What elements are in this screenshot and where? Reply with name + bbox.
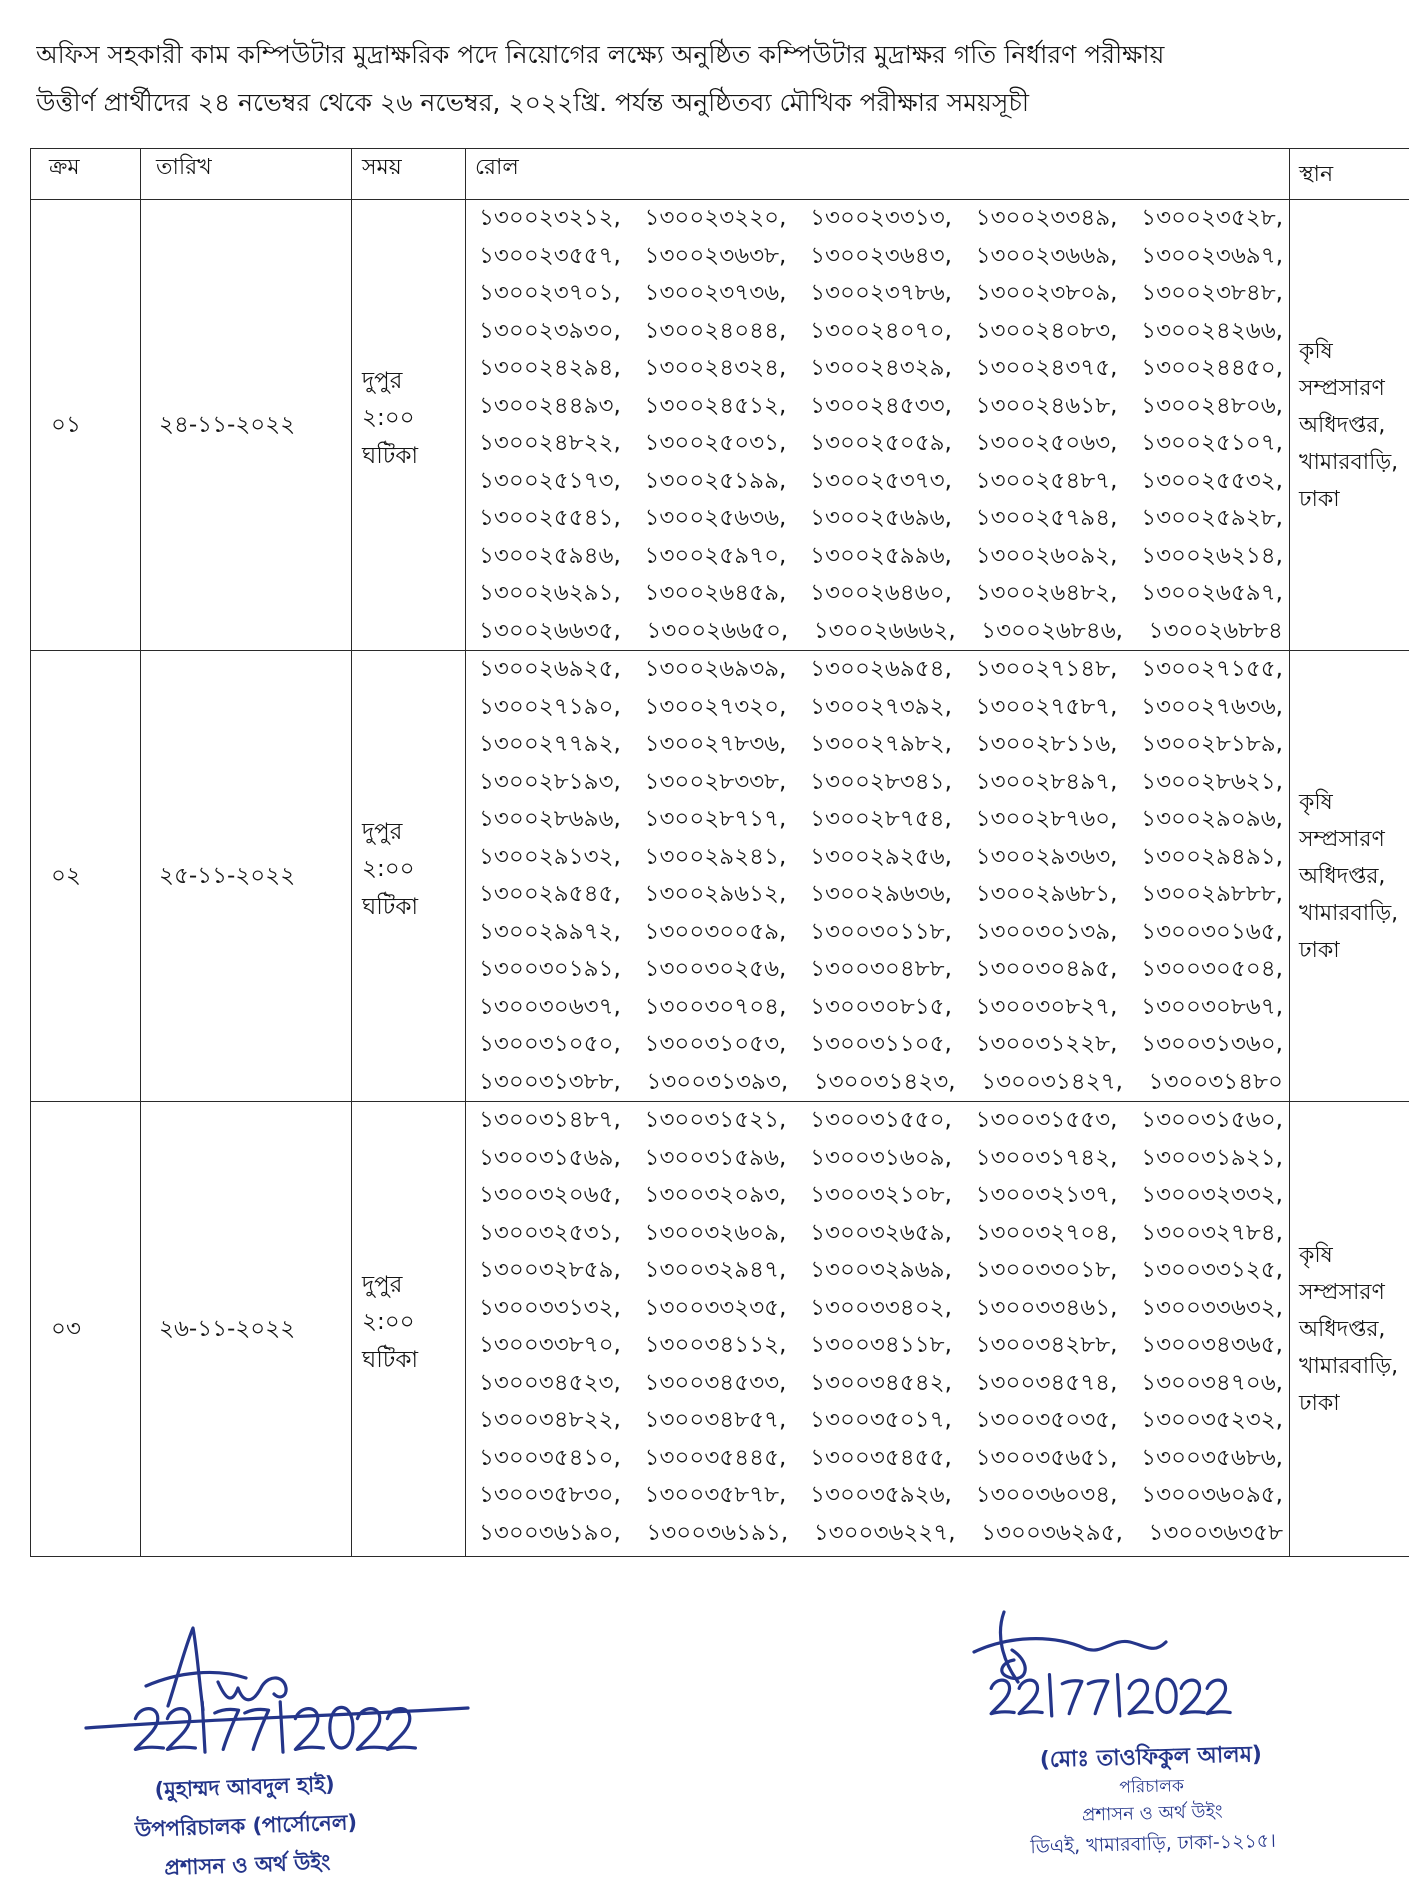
roll-line: ১৩০০৩৩৮৭০, ১৩০০৩৪১১২, ১৩০০৩৪১১৮, ১৩০০৩৪২৮৮, ১৩০০৩৪৩৬৫, (479, 1332, 1283, 1358)
roll-cell (466, 200, 1290, 651)
header-roll: রোল (466, 149, 1290, 200)
roll-line: ১৩০০২৪৪৯৩, ১৩০০২৪৫১২, ১৩০০২৪৫৩৩, ১৩০০২৪৬১৮, ১৩০০২৪৮০৬, (479, 392, 1283, 419)
left-signatory-designation: উপপরিচালক (পার্সোনেল) (134, 1810, 358, 1842)
venue-line: খামারবাড়ি, (1299, 1353, 1399, 1379)
venue-line: ঢাকা (1299, 486, 1340, 512)
header-serial: ক্রম (31, 149, 141, 200)
roll-line: ১৩০০২৯৯৭২, ১৩০০৩০০৫৯, ১৩০০৩০১১৮, ১৩০০৩০১৩৯, ১৩০০৩০১৬৫, (479, 918, 1283, 945)
roll-line: ১৩০০২৩৫৫৭, ১৩০০২৩৬৩৮, ১৩০০২৩৬৪৩, ১৩০০২৩৬৬৯, ১৩০০২৩৬৯৭, (479, 242, 1283, 269)
roll-line: ১৩০০৩১০৫০, ১৩০০৩১০৫৩, ১৩০০৩১১০৫, ১৩০০৩১২২৮, ১৩০০৩১৩৬০, (479, 1031, 1283, 1057)
right-signatory-address: ডিএই, খামারবাড়ি, ঢাকা-১২১৫। (1030, 1829, 1277, 1859)
date-cell: ২৫-১১-২০২২ (141, 651, 352, 1102)
header-date: তারিখ (141, 149, 352, 200)
time-cell (352, 651, 466, 1102)
roll-line: ১৩০০৩৪৮২২, ১৩০০৩৪৮৫৭, ১৩০০৩৫০১৭, ১৩০০৩৫০৩৫, ১৩০০৩৫২৩২, (479, 1407, 1283, 1433)
header-venue: স্থান (1290, 149, 1409, 200)
venue-cell (1290, 1102, 1409, 1557)
right-signatory-designation: পরিচালক (1119, 1776, 1185, 1798)
header-time: সময় (352, 149, 466, 200)
left-signatory-wing: প্রশাসন ও অর্থ উইং (163, 1850, 331, 1880)
left-signature (80, 1598, 480, 1770)
time-line: দুপুর (362, 1271, 403, 1298)
venue-line: অধিদপ্তর, (1299, 863, 1386, 889)
viva-schedule-table (30, 148, 1409, 1557)
title-line-1: অফিস সহকারী কাম কম্পিউটার মুদ্রাক্ষরিক পদে নিয়োগের লক্ষ্যে অনুষ্ঠিত কম্পিউটার মুদ্রাক্ষর গতি নির্ধারণ পরীক্ষায় (36, 40, 1165, 69)
roll-line: ১৩০০২৫১৭৩, ১৩০০২৫১৯৯, ১৩০০২৫৩৭৩, ১৩০০২৫৪৮৭, ১৩০০২৫৫৩২, (479, 467, 1283, 494)
right-signature-scribble (974, 1612, 1166, 1682)
table-head (31, 149, 1409, 200)
roll-line: ১৩০০২৯১৩২, ১৩০০২৯২৪১, ১৩০০২৯২৫৬, ১৩০০২৯৩৬৩, ১৩০০২৯৪৯১, (479, 843, 1283, 870)
roll-line: ১৩০০২৬৯২৫, ১৩০০২৬৯৩৯, ১৩০০২৬৯৫৪, ১৩০০২৭১৪৮, ১৩০০২৭১৫৫, (479, 656, 1283, 682)
table-row (31, 651, 1409, 1102)
left-signature-scribble (146, 1628, 286, 1710)
time-line: ঘটিকা (362, 442, 419, 469)
roll-line: ১৩০০৩১৪৮৭, ১৩০০৩১৫২১, ১৩০০৩১৫৫০, ১৩০০৩১৫৫৩, ১৩০০৩১৫৬০, (479, 1107, 1283, 1133)
venue-line: অধিদপ্তর, (1299, 1316, 1386, 1342)
roll-line: ১৩০০২৯৫৪৫, ১৩০০২৯৬১২, ১৩০০২৯৬৩৬, ১৩০০২৯৬৮১, ১৩০০২৯৮৮৮, (479, 881, 1283, 907)
venue-cell (1290, 200, 1409, 651)
roll-line: ১৩০০২৮৬৯৬, ১৩০০২৮৭১৭, ১৩০০২৮৭৫৪, ১৩০০২৮৭৬০, ১৩০০২৯০৯৬, (479, 806, 1283, 832)
header-row (31, 149, 1409, 200)
roll-line: ১৩০০২৮১৯৩, ১৩০০২৮৩৩৮, ১৩০০২৮৩৪১, ১৩০০২৮৪৯৭, ১৩০০২৮৬২১, (479, 768, 1283, 795)
roll-line: ১৩০০৩২৮৫৯, ১৩০০৩২৯৪৭, ১৩০০৩২৯৬৯, ১৩০০৩৩০১৮, ১৩০০৩৩১২৫, (479, 1257, 1283, 1283)
roll-line: ১৩০০২৩২১২, ১৩০০২৩২২০, ১৩০০২৩৩১৩, ১৩০০২৩৩৪৯, ১৩০০২৩৫২৮, (479, 205, 1283, 231)
venue-line: খামারবাড়ি, (1299, 900, 1399, 926)
venue-line: কৃষি (1299, 338, 1333, 364)
roll-line: ১৩০০২৬২৯১, ১৩০০২৬৪৫৯, ১৩০০২৬৪৬০, ১৩০০২৬৪৮২, ১৩০০২৬৫৯৭, (479, 580, 1283, 606)
time-line: ২:০০ (362, 1309, 415, 1336)
roll-line: ১৩০০৩০৬৩৭, ১৩০০৩০৭০৪, ১৩০০৩০৮১৫, ১৩০০৩০৮২৭, ১৩০০৩০৮৬৭, (479, 993, 1283, 1020)
title-line-2: উত্তীর্ণ প্রার্থীদের ২৪ নভেম্বর থেকে ২৬ নভেম্বর, ২০২২খ্রি. পর্যন্ত অনুষ্ঠিতব্য মৌখিক পরীক্ষার সময়সূচী (36, 88, 1030, 117)
right-signatory-name: (মোঃ তাওফিকুল আলম) (1039, 1742, 1263, 1773)
roll-line: ১৩০০৩৫৪১০, ১৩০০৩৫৪৪৫, ১৩০০৩৫৪৫৫, ১৩০০৩৫৬৫১, ১৩০০৩৫৬৮৬, (479, 1444, 1283, 1471)
right-signature-date (991, 1675, 1230, 1716)
serial-cell: ০২ (31, 651, 141, 1102)
time-line: দুপুর (362, 367, 403, 394)
left-signature-date (135, 1702, 415, 1752)
time-cell (352, 200, 466, 651)
roll-cell (466, 1102, 1290, 1557)
serial-cell: ০১ (31, 200, 141, 651)
roll-line: ১৩০০২৩৯৩০, ১৩০০২৪০৪৪, ১৩০০২৪০৭০, ১৩০০২৪০৮৩, ১৩০০২৪২৬৬, (479, 317, 1283, 344)
roll-line: ১৩০০২৭১৯০, ১৩০০২৭৩২০, ১৩০০২৭৩৯২, ১৩০০২৭৫৮৭, ১৩০০২৭৬৩৬, (479, 693, 1283, 720)
roll-line: ১৩০০২৩৭০১, ১৩০০২৩৭৩৬, ১৩০০২৩৭৮৬, ১৩০০২৩৮০৯, ১৩০০২৩৮৪৮, (479, 280, 1283, 306)
venue-line: ঢাকা (1299, 1390, 1340, 1416)
time-line: ঘটিকা (362, 1346, 419, 1373)
time-line: দুপুর (362, 818, 403, 845)
document-title (36, 31, 1376, 127)
venue-line: ঢাকা (1299, 937, 1340, 963)
venue-line: অধিদপ্তর, (1299, 412, 1386, 438)
serial-cell: ০৩ (31, 1102, 141, 1557)
roll-cell (466, 651, 1290, 1102)
roll-line: ১৩০০৩৬১৯০, ১৩০০৩৬১৯১, ১৩০০৩৬২২৭, ১৩০০৩৬২৯৫, ১৩০০৩৬৩৫৮ (479, 1519, 1283, 1546)
venue-cell (1290, 651, 1409, 1102)
roll-line: ১৩০০২৪৮২২, ১৩০০২৫০৩১, ১৩০০২৫০৫৯, ১৩০০২৫০৬৩, ১৩০০২৫১০৭, (479, 430, 1283, 456)
right-signature (960, 1594, 1320, 1726)
roll-line: ১৩০০২৫৯৪৬, ১৩০০২৫৯৭০, ১৩০০২৫৯৯৬, ১৩০০২৬০৯২, ১৩০০২৬২১৪, (479, 542, 1283, 569)
roll-line: ১৩০০৩২০৬৫, ১৩০০৩২০৯৩, ১৩০০৩২১০৮, ১৩০০৩২১৩৭, ১৩০০৩২৩৩২, (479, 1182, 1283, 1208)
venue-line: সম্প্রসারণ (1299, 375, 1385, 401)
time-line: ২:০০ (362, 856, 415, 883)
table-row (31, 200, 1409, 651)
venue-line: খামারবাড়ি, (1299, 449, 1399, 475)
right-signatory-stamp (1001, 1738, 1304, 1864)
roll-line: ১৩০০৩৩১৩২, ১৩০০৩৩২৩৫, ১৩০০৩৩৪০২, ১৩০০৩৩৪৬১, ১৩০০৩৩৬৩২, (479, 1294, 1283, 1321)
roll-line: ১৩০০২৭৭৯২, ১৩০০২৭৮৩৬, ১৩০০২৭৯৮২, ১৩০০২৮১১৬, ১৩০০২৮১৮৯, (479, 731, 1283, 757)
venue-line: কৃষি (1299, 789, 1333, 815)
time-line: ২:০০ (362, 405, 415, 432)
roll-line: ১৩০০২৫৫৪১, ১৩০০২৫৬৩৬, ১৩০০২৫৬৯৬, ১৩০০২৫৭৯৪, ১৩০০২৫৯২৮, (479, 505, 1283, 531)
roll-line: ১৩০০২৬৬৩৫, ১৩০০২৬৬৫০, ১৩০০২৬৬৬২, ১৩০০২৬৮৪৬, ১৩০০২৬৮৮৪ (479, 617, 1283, 644)
venue-line: সম্প্রসারণ (1299, 1279, 1385, 1305)
roll-line: ১৩০০৩২৫৩১, ১৩০০৩২৬০৯, ১৩০০৩২৬৫৯, ১৩০০৩২৭০৪, ১৩০০৩২৭৮৪, (479, 1219, 1283, 1246)
time-line: ঘটিকা (362, 893, 419, 920)
table-body (31, 200, 1409, 1557)
date-cell: ২৬-১১-২০২২ (141, 1102, 352, 1557)
roll-line: ১৩০০২৪২৯৪, ১৩০০২৪৩২৪, ১৩০০২৪৩২৯, ১৩০০২৪৩৭৫, ১৩০০২৪৪৫০, (479, 355, 1283, 381)
date-cell: ২৪-১১-২০২২ (141, 200, 352, 651)
venue-line: সম্প্রসারণ (1299, 826, 1385, 852)
right-signatory-wing: প্রশাসন ও অর্থ উইং (1081, 1801, 1223, 1826)
left-signatory-stamp (94, 1763, 398, 1890)
left-signatory-name: (মুহাম্মদ আবদুল হাই) (154, 1771, 336, 1803)
venue-line: কৃষি (1299, 1242, 1333, 1268)
table-row (31, 1102, 1409, 1557)
roll-line: ১৩০০৩৫৮৩০, ১৩০০৩৫৮৭৮, ১৩০০৩৫৯২৬, ১৩০০৩৬০৩৪, ১৩০০৩৬০৯৫, (479, 1482, 1283, 1508)
roll-line: ১৩০০৩১৫৬৯, ১৩০০৩১৫৯৬, ১৩০০৩১৬০৯, ১৩০০৩১৭৪২, ১৩০০৩১৯২১, (479, 1144, 1283, 1171)
roll-line: ১৩০০৩৪৫২৩, ১৩০০৩৪৫৩৩, ১৩০০৩৪৫৪২, ১৩০০৩৪৫৭৪, ১৩০০৩৪৭০৬, (479, 1369, 1283, 1396)
time-cell (352, 1102, 466, 1557)
roll-line: ১৩০০৩১৩৮৮, ১৩০০৩১৩৯৩, ১৩০০৩১৪২৩, ১৩০০৩১৪২৭, ১৩০০৩১৪৮০ (479, 1068, 1283, 1095)
roll-line: ১৩০০৩০১৯১, ১৩০০৩০২৫৬, ১৩০০৩০৪৮৮, ১৩০০৩০৪৯৫, ১৩০০৩০৫০৪, (479, 956, 1283, 982)
